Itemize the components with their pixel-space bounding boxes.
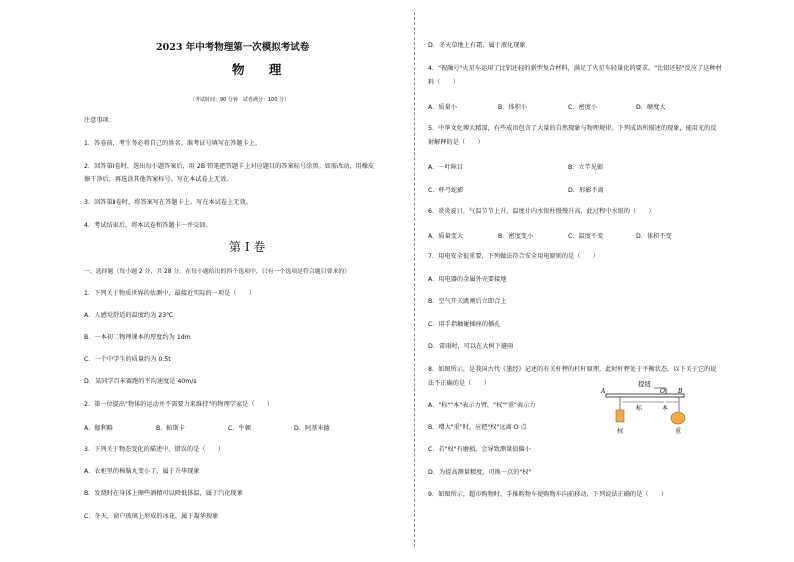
subject-title: 物 理 [232, 62, 292, 77]
question-8-option-c: C．若"权"有磨损，会导致测量值偏小 [428, 446, 531, 453]
question-9-stem: 9．如图所示，超市购物时，手推购物车使购物车向前移动，下列说法正确的是（ ） [428, 491, 668, 498]
question-5-option-b: B．立竿见影 [568, 164, 604, 171]
fig-label-tiwu: 提纽 [638, 380, 651, 388]
question-8-option-d: D．为提高测量精度，可换一点的"权" [428, 469, 532, 476]
question-7-option-a: A．用电器的金属外壳要接地 [428, 276, 507, 283]
fig-label-zhong: 重 [675, 428, 682, 435]
fig-label-biao: 标 [636, 405, 643, 412]
question-7-option-c: C．用手指触碰插座的插孔 [428, 321, 501, 328]
fig-label-o: O [660, 388, 665, 395]
question-2-option-a: A．伽利略 [84, 425, 113, 432]
note-item: 3．回答第Ⅱ卷时，将答案写在答题卡上。写在本试卷上无效。 [84, 199, 252, 206]
question-8-option-a: A．"标""本"表示力臂，"权""重"表示力 [428, 402, 536, 409]
question-4-option-a: A．质量小 [428, 104, 457, 111]
exam-meta: （考试时间：90 分钟 试卷满分：100 分） [190, 97, 290, 103]
question-2-stem: 2．第一位提出"物体的运动并不需要力来维持"的物理学家是（ ） [84, 401, 274, 408]
fig-label-b: B [678, 388, 683, 395]
note-item: 2．回答第Ⅰ卷时，选出每小题答案后，用 2B 铅笔把答题卡上对应题目的答案标号涂黑。如需改动，用橡皮 [84, 163, 375, 170]
question-3-option-c: C．冬天，窗户玻璃上形成的冰花，属于凝华现象 [84, 513, 219, 520]
question-1-option-d: D．某同学百米赛跑的平均速度是 40m/s [84, 378, 197, 385]
question-1-stem: 1．下列关于物质世界的估测中，最接近实际的一项是（ ） [84, 290, 255, 297]
fig-label-quan: 权 [617, 428, 624, 435]
question-5-stem: 5．中华文化博大精深，有些成语包含了大量的自然现象与物理规律。下列成语所描述的现象，能用光的反 [428, 125, 717, 132]
question-1-option-a: A．人感觉舒适的温度约为 23℃ [84, 312, 174, 319]
fig-label-a: A [601, 388, 606, 395]
notes-title: 注意事项： [84, 117, 115, 124]
question-8-stem: 8．如图所示，是我国古代《墨经》记述的有关杆秤的杠杆原理，此时杆秤处于平衡状态，以下关于它的说 [428, 366, 717, 373]
question-2-option-b: B．帕斯卡 [156, 425, 185, 432]
fig-label-ben: 本 [662, 405, 669, 412]
question-5-stem-cont: 射解释的是（ ） [428, 139, 484, 146]
question-4-stem: 4．"祝融号"火星车运用了比铝还轻的新型复合材料，满足了火星车轻量化的要求。"比铝还轻"反应了这种材 [428, 65, 722, 72]
question-1-option-c: C．一个中学生的质量约为 0.5t [84, 356, 171, 363]
fig-beam [606, 394, 684, 397]
question-6-stem: 6．炎炎夏日，气温节节上升，温度计内水银柱慢慢升高，此过程中水银的（ ） [428, 208, 655, 215]
question-7-option-d: D．雷雨时，可以在大树下避雨 [428, 343, 514, 350]
fig-counterweight [616, 410, 624, 422]
question-8-option-b: B．增大"重"时，应把"权"远离 O 点 [428, 424, 527, 431]
fig-load [671, 412, 685, 424]
question-6-option-d: D．体积不变 [636, 233, 672, 240]
exam-title: 2023 年中考物理第一次模拟考试卷 [156, 42, 310, 53]
steelyard-figure [598, 378, 696, 444]
question-6-option-c: C．温度不变 [568, 233, 604, 240]
question-4-stem-cont: 料（ ） [428, 79, 459, 86]
question-3-option-a: A．衣柜里的樟脑丸变小了，属于升华现象 [84, 468, 200, 475]
question-4-option-b: B．体积小 [498, 104, 527, 111]
question-1-option-b: B．一本初二物理课本的厚度约为 1dm [84, 334, 191, 341]
question-8-stem-cont: 法不正确的是（ ） [428, 380, 490, 387]
question-4-option-d: D．硬度大 [636, 104, 666, 111]
question-5-option-c: C．杯弓蛇影 [428, 187, 464, 194]
question-5-option-a: A．一叶障目 [428, 164, 464, 171]
note-item: 4．考试结束后，将本试卷和答题卡一并交回。 [84, 222, 212, 229]
question-3-stem: 3．下列关于物态变化的描述中，错误的是（ ） [84, 446, 225, 453]
column-divider [414, 12, 415, 547]
question-3-option-b: B．发烧时在身体上擦些酒精可以降低体温，属于汽化现象 [84, 490, 243, 497]
question-6-option-b: B．密度变小 [498, 233, 534, 240]
volume-title: 第 Ⅰ 卷 [229, 240, 266, 254]
question-2-option-c: C．牛顿 [228, 425, 251, 432]
note-item: 1．答卷前，考生务必将自己的姓名、准考证号填写在答题卡上。 [84, 140, 262, 147]
question-4-option-c: C．密度小 [568, 104, 598, 111]
question-3-option-d: D．冬天草地上有霜，属于液化现象 [428, 42, 526, 49]
question-7-option-b: B．空气开关跳闸后立即合上 [428, 298, 507, 305]
question-6-option-a: A．质量变大 [428, 233, 464, 240]
note-item: 擦干净后，再选涂其他答案标号。写在本试卷上无效。 [84, 176, 233, 183]
section-heading: 一、选择题（每小题 2 分，共 28 分。在每小题给出的四个选项中，只有一个选项是符合题目要求的） [84, 269, 351, 275]
question-5-option-d: D．形影不离 [568, 187, 604, 194]
question-7-stem: 7．用电安全很重要，下列做法符合安全用电原则的是（ ） [428, 253, 599, 260]
question-2-option-d: D．阿基米德 [294, 425, 330, 432]
